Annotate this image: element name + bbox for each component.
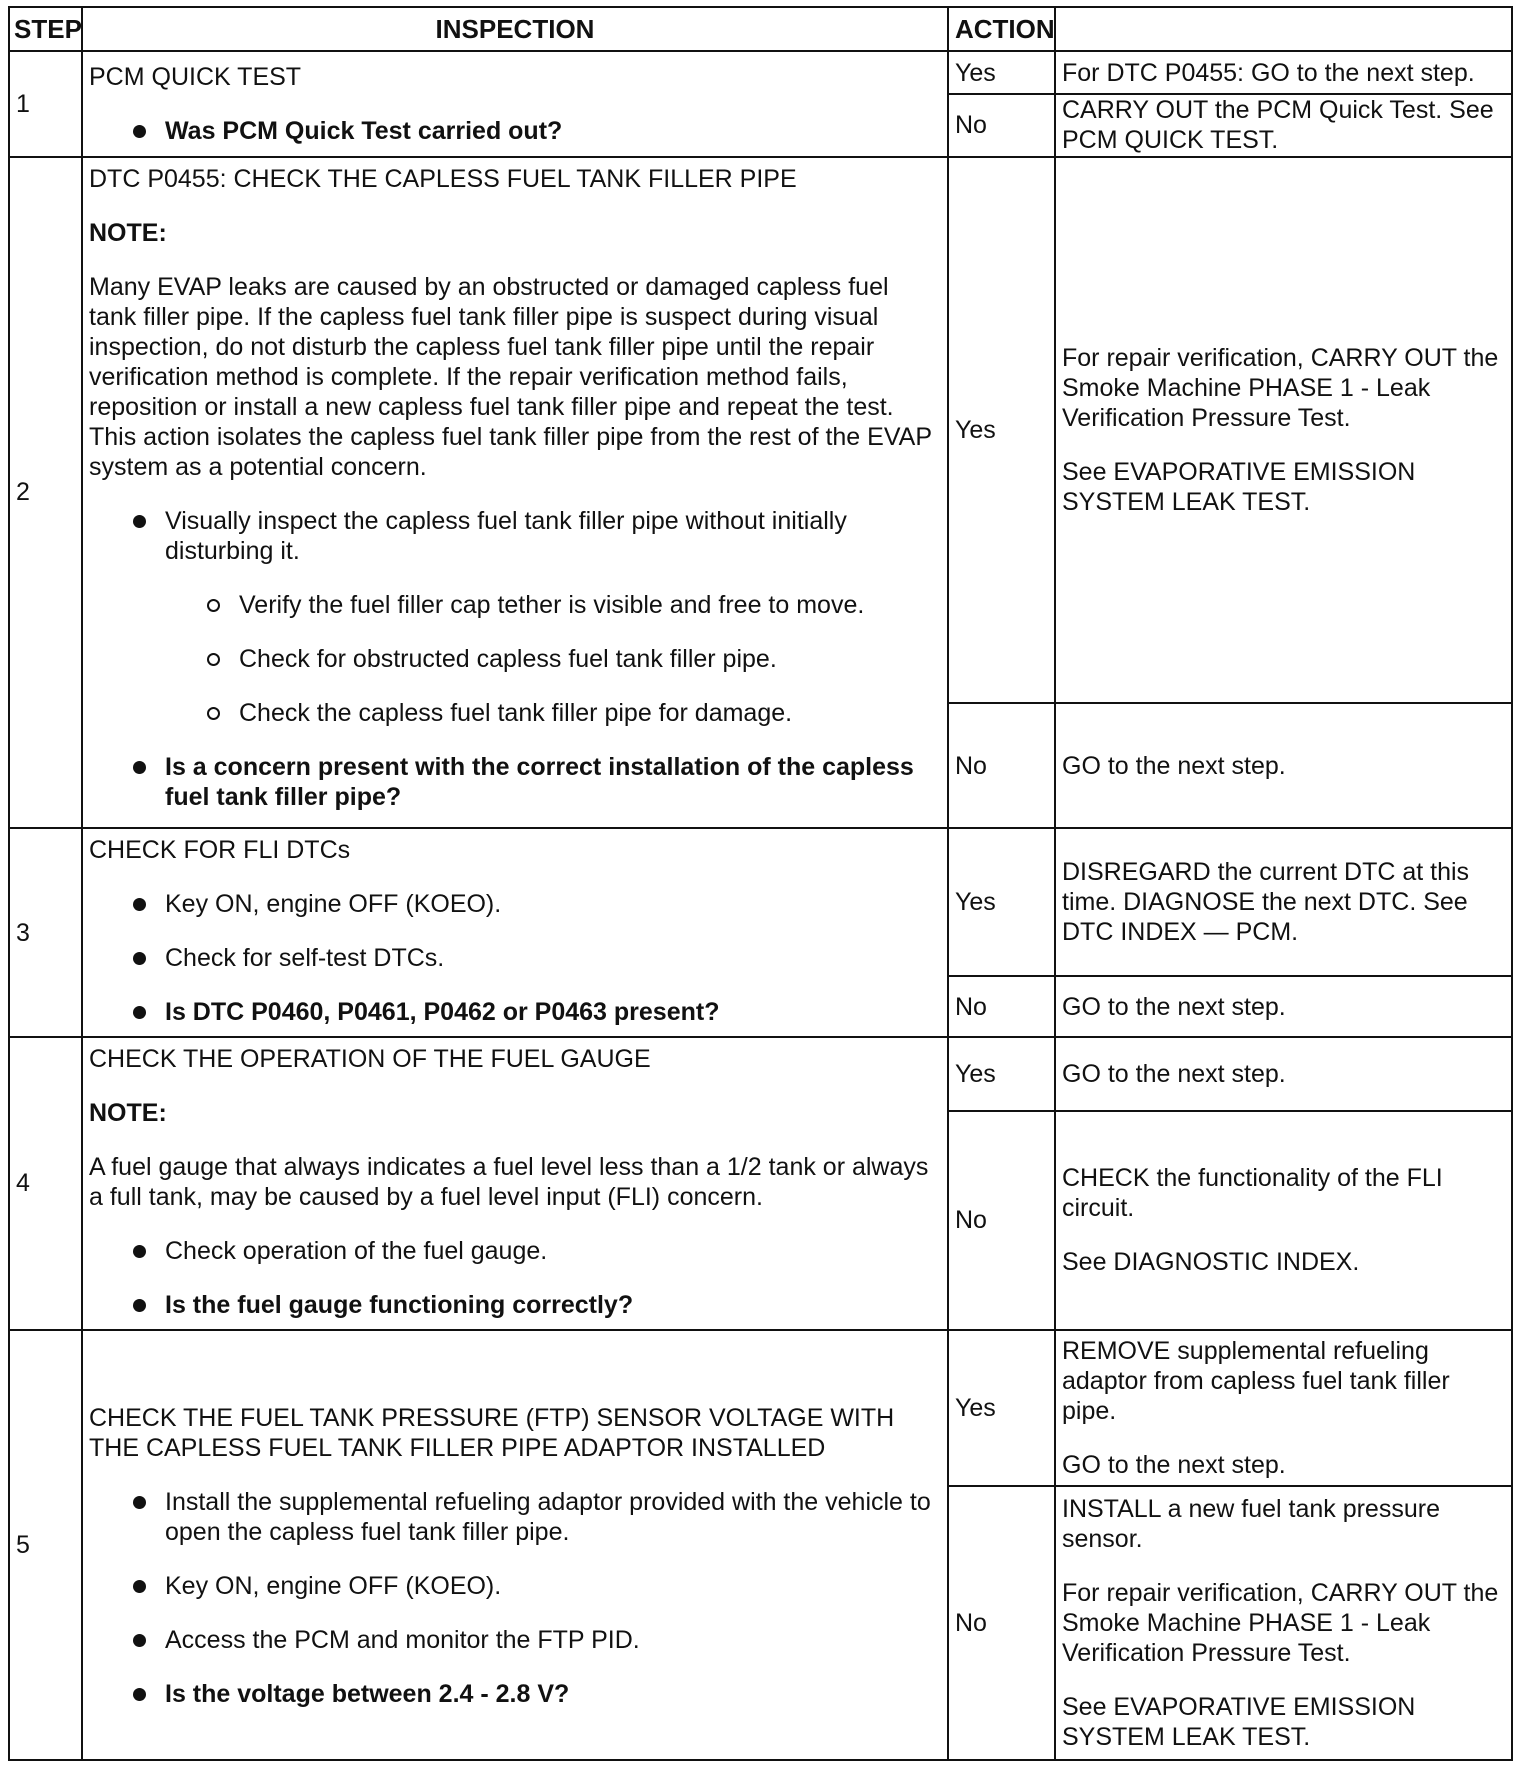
step-1-inspection — [82, 51, 948, 157]
step-1-yes-row — [9, 51, 1512, 94]
step-3-inspection — [82, 828, 948, 1037]
step-4-note-label: NOTE: — [89, 1099, 167, 1128]
step-5-no-action-3: See EVAPORATIVE EMISSION SYSTEM LEAK TEST. — [1062, 1693, 1416, 1752]
step-5-title: CHECK THE FUEL TANK PRESSURE (FTP) SENSOR VOLTAGE WITH THE CAPLESS FUEL TANK FILLER PIPE ADAPTOR INSTALLED — [89, 1403, 895, 1462]
step-5-yes-label: Yes — [948, 1330, 1055, 1487]
step-3-bullet-1: Key ON, engine OFF (KOEO). — [165, 889, 941, 919]
step-5-no-action-1: INSTALL a new fuel tank pressure sensor. — [1062, 1495, 1440, 1554]
step-2-bullet: Visually inspect the capless fuel tank filler pipe without initially disturbing it. — [165, 506, 941, 566]
step-3-yes-row — [9, 828, 1512, 976]
step-4-yes-row — [9, 1037, 1512, 1110]
step-2-question: Is a concern present with the correct installation of the capless fuel tank filler pipe? — [165, 752, 941, 812]
step-3-no-action: GO to the next step. — [1055, 976, 1512, 1037]
step-1-yes-label: Yes — [948, 51, 1055, 94]
step-2-sub-bullet-2: Check for obstructed capless fuel tank filler pipe. — [239, 644, 941, 674]
step-2-yes-row — [9, 157, 1512, 704]
step-1-number: 1 — [9, 51, 82, 157]
step-4-bullets — [89, 1236, 941, 1320]
header-action: ACTION — [948, 7, 1055, 51]
step-5-yes-action-1: REMOVE supplemental refueling adaptor from capless fuel tank filler pipe. — [1062, 1337, 1450, 1426]
step-3-yes-action: DISREGARD the current DTC at this time. DIAGNOSE the next DTC. See DTC INDEX — PCM. — [1055, 828, 1512, 976]
step-1-no-action: CARRY OUT the PCM Quick Test. See PCM QUICK TEST. — [1055, 94, 1512, 156]
step-1-no-label: No — [948, 94, 1055, 156]
step-2-no-action: GO to the next step. — [1055, 703, 1512, 828]
step-2-number: 2 — [9, 157, 82, 829]
step-3-bullets — [89, 889, 941, 1027]
step-1-question: Was PCM Quick Test carried out? — [165, 116, 941, 146]
step-4-question: Is the fuel gauge functioning correctly? — [165, 1290, 941, 1320]
step-2-bullets — [89, 506, 941, 566]
step-2-sub-bullet-3: Check the capless fuel tank filler pipe for damage. — [239, 698, 941, 728]
step-1-bullets — [89, 116, 941, 146]
step-3-question: Is DTC P0460, P0461, P0462 or P0463 present? — [165, 997, 941, 1027]
step-5-bullet-1: Install the supplemental refueling adaptor provided with the vehicle to open the capless fuel tank filler pipe. — [165, 1487, 941, 1547]
step-5-bullet-2: Key ON, engine OFF (KOEO). — [165, 1571, 941, 1601]
step-4-yes-label: Yes — [948, 1037, 1055, 1110]
step-4-no-label: No — [948, 1111, 1055, 1330]
step-5-question: Is the voltage between 2.4 - 2.8 V? — [165, 1679, 941, 1709]
step-2-yes-label: Yes — [948, 157, 1055, 704]
step-2-yes-action — [1055, 157, 1512, 704]
step-4-note-text: A fuel gauge that always indicates a fuel level less than a 1/2 tank or always a full tank, may be caused by a fuel level input (FLI) concern. — [89, 1153, 929, 1212]
step-2-sub-bullet-1: Verify the fuel filler cap tether is visible and free to move. — [239, 590, 941, 620]
step-1-yes-action: For DTC P0455: GO to the next step. — [1055, 51, 1512, 94]
step-4-inspection — [82, 1037, 948, 1330]
header-result — [1055, 7, 1512, 51]
step-3-no-label: No — [948, 976, 1055, 1037]
step-2-note-label: NOTE: — [89, 218, 167, 247]
step-4-no-action — [1055, 1111, 1512, 1330]
step-4-yes-action: GO to the next step. — [1055, 1037, 1512, 1110]
step-5-yes-row — [9, 1330, 1512, 1487]
step-4-no-action-2: See DIAGNOSTIC INDEX. — [1062, 1248, 1360, 1277]
header-inspection: INSPECTION — [82, 7, 948, 51]
step-3-number: 3 — [9, 828, 82, 1037]
diagnostic-procedure-table — [8, 6, 1513, 1761]
step-2-question-list — [89, 752, 941, 812]
step-5-number: 5 — [9, 1330, 82, 1760]
step-5-inspection — [82, 1330, 948, 1760]
step-5-no-action — [1055, 1486, 1512, 1760]
step-5-yes-action-2: GO to the next step. — [1062, 1451, 1286, 1480]
step-5-no-action-2: For repair verification, CARRY OUT the Smoke Machine PHASE 1 - Leak Verification Pressure Test. — [1062, 1579, 1499, 1668]
step-3-yes-label: Yes — [948, 828, 1055, 976]
step-3-bullet-2: Check for self-test DTCs. — [165, 943, 941, 973]
step-2-inspection — [82, 157, 948, 829]
step-5-no-label: No — [948, 1486, 1055, 1760]
step-3-title: CHECK FOR FLI DTCs — [89, 836, 351, 865]
step-1-title: PCM QUICK TEST — [89, 62, 302, 91]
step-2-no-label: No — [948, 703, 1055, 828]
step-4-bullet: Check operation of the fuel gauge. — [165, 1236, 941, 1266]
step-4-title: CHECK THE OPERATION OF THE FUEL GAUGE — [89, 1045, 651, 1074]
header-step: STEP — [9, 7, 82, 51]
step-4-no-action-1: CHECK the functionality of the FLI circuit. — [1062, 1164, 1443, 1223]
header-row — [9, 7, 1512, 51]
step-5-bullet-3: Access the PCM and monitor the FTP PID. — [165, 1625, 941, 1655]
step-2-note-text: Many EVAP leaks are caused by an obstructed or damaged capless fuel tank filler pipe. If the capless fuel tank filler pipe is suspect during visual inspection, do not disturb the capless fuel tank filler pipe until the repair verification method is complete. If the repair verification method fails, reposition or install a new capless fuel tank filler pipe and repeat the test. This action isolates the capless fuel tank filler pipe from the rest of the EVAP system as a potential concern. — [89, 272, 932, 481]
step-2-sub-bullets — [89, 590, 941, 728]
step-2-title: DTC P0455: CHECK THE CAPLESS FUEL TANK FILLER PIPE — [89, 164, 797, 193]
step-5-bullets — [89, 1487, 941, 1709]
step-2-yes-action-2: See EVAPORATIVE EMISSION SYSTEM LEAK TEST. — [1062, 457, 1416, 516]
step-5-yes-action — [1055, 1330, 1512, 1487]
step-4-number: 4 — [9, 1037, 82, 1330]
step-2-yes-action-1: For repair verification, CARRY OUT the Smoke Machine PHASE 1 - Leak Verification Pressure Test. — [1062, 343, 1499, 432]
